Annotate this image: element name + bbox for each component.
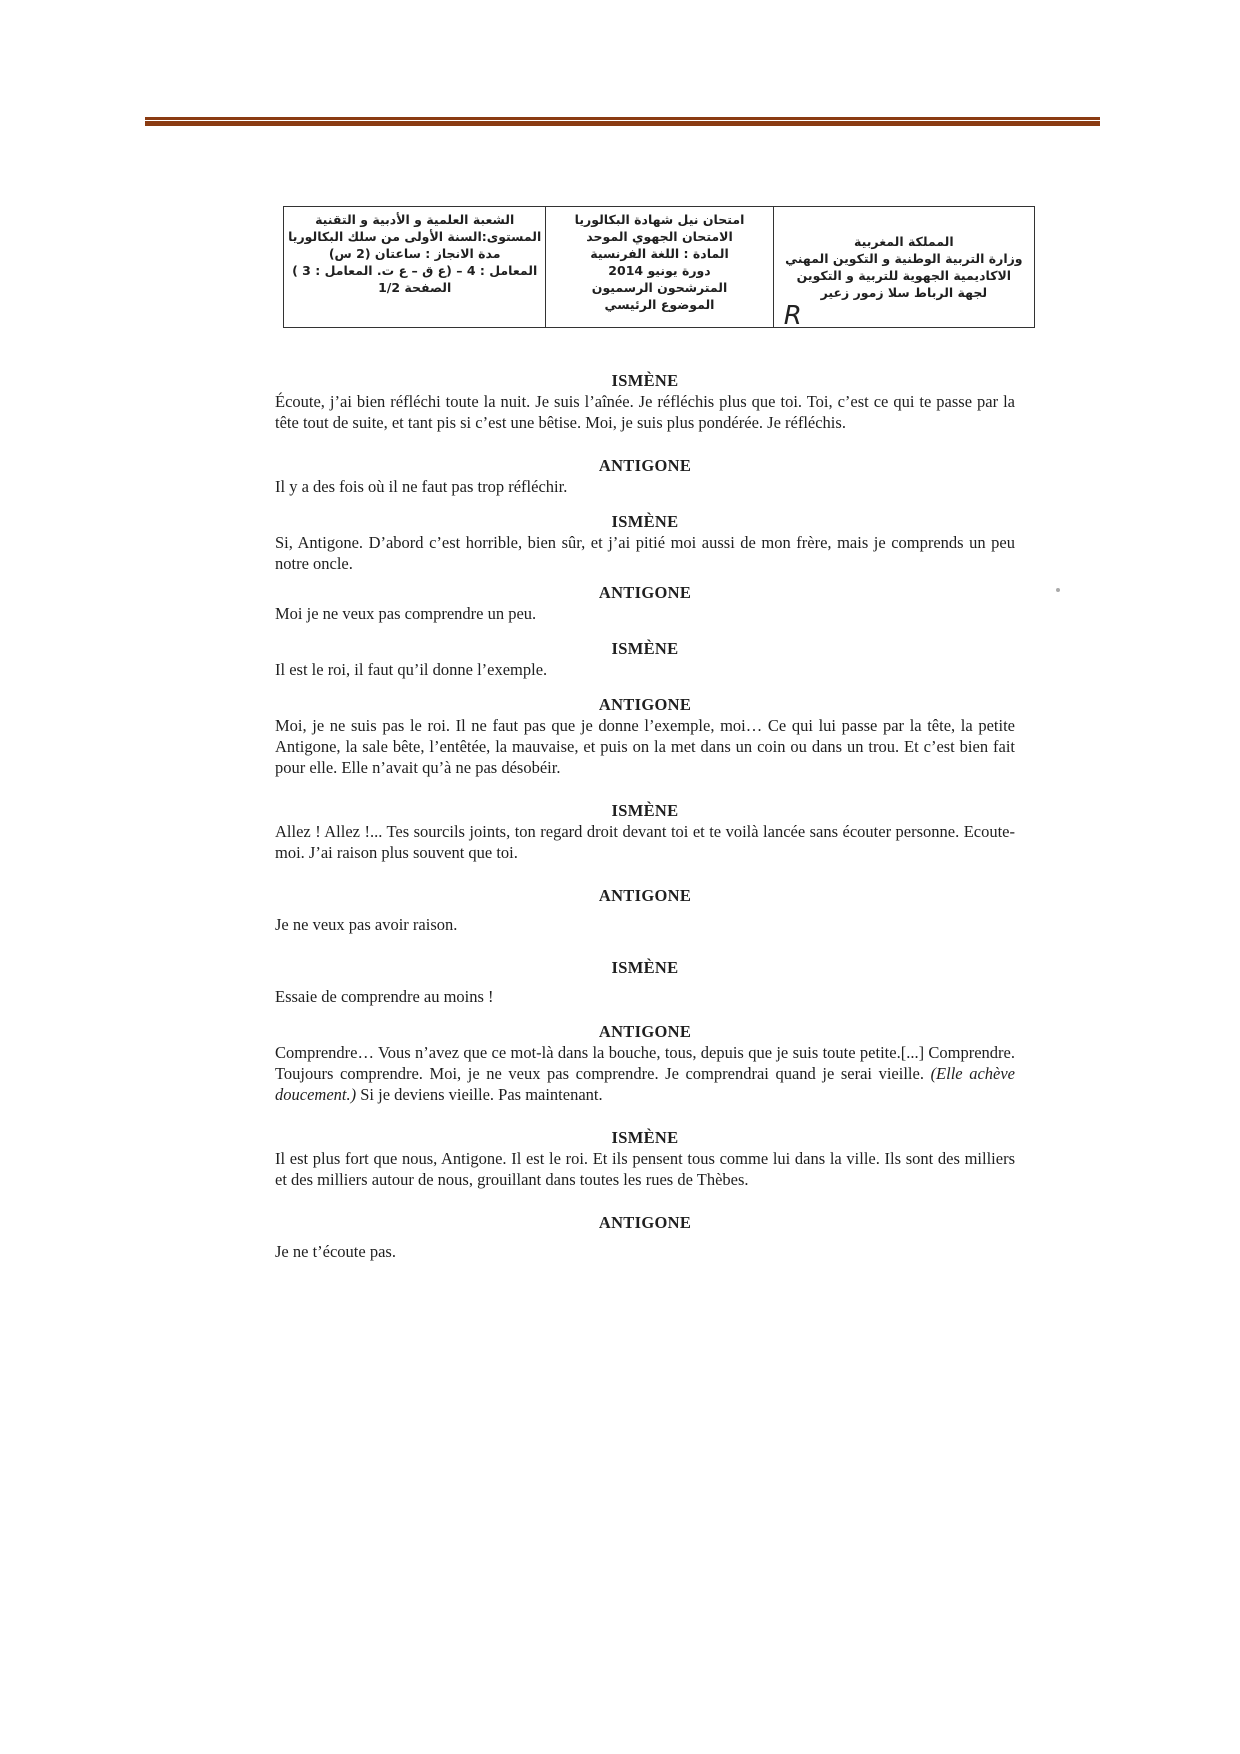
header-line: وزارة التربية الوطنية و التكوين المهني — [785, 251, 1023, 266]
header-exam-column — [545, 207, 772, 327]
speaker-name: ANTIGONE — [598, 1213, 692, 1232]
dialogue-line-end: Si je deviens vieille. Pas maintenant. — [360, 1085, 603, 1104]
speaker-name: ANTIGONE — [598, 583, 692, 602]
exam-header-table — [283, 206, 1035, 331]
header-line: الاكاديمية الجهوية للتربية و التكوين — [796, 268, 1012, 283]
dialogue-line: Moi je ne veux pas comprendre un peu. — [275, 604, 537, 623]
dialogue-line: Essaie de comprendre au moins ! — [275, 987, 494, 1006]
handwritten-initial: R — [783, 301, 802, 331]
speaker-name: ANTIGONE — [598, 456, 692, 475]
speaker-name: ANTIGONE — [598, 695, 692, 714]
dialogue-line: Il y a des fois où il ne faut pas trop réfléchir. — [275, 477, 568, 496]
dialogue-line: Allez ! Allez !... Tes sourcils joints, ton regard droit devant toi et te voilà lancée sans écouter personne. Ecoute-moi. J’ai raison plus souvent que toi. — [275, 822, 1015, 862]
dialogue-line — [275, 1042, 1015, 1105]
header-line: الامتحان الجهوي الموحد — [586, 229, 733, 244]
speaker-name: ISMÈNE — [611, 371, 679, 390]
header-line: المستوى:السنة الأولى من سلك البكالوريا — [288, 229, 542, 244]
header-line: الشعبة العلمية و الأدبية و التقنية — [315, 212, 515, 227]
stage-direction: (Elle achève doucement.) — [275, 1064, 1016, 1104]
scan-speck — [1056, 588, 1060, 592]
header-line: المملكة المغربية — [854, 234, 954, 249]
header-details-column — [284, 207, 545, 327]
dialogue-line: Je ne t’écoute pas. — [275, 1242, 396, 1261]
speaker-name: ISMÈNE — [611, 639, 679, 658]
header-line: المادة : اللغة الفرنسية — [590, 246, 729, 261]
dialogue-line: Moi, je ne suis pas le roi. Il ne faut pas que je donne l’exemple, moi… Ce qui lui passe par la tête, la petite Antigone, la sale bête, l’entêtée, la mauvaise, et puis on la met dans un coin ou dans un trou. Et c’est bien fait pour elle. Elle n’avait qu’à ne pas désobéir. — [275, 716, 1015, 777]
dialogue-line: Si, Antigone. D’abord c’est horrible, bien sûr, et j’ai pitié moi aussi de mon frère, mais je comprends un peu notre oncle. — [275, 533, 1015, 573]
dialogue-line-main: Comprendre… Vous n’avez que ce mot-là dans la bouche, tous, depuis que je suis toute petite.[...] Comprendre. Toujours comprendre. Moi, je ne veux pas comprendre. Je comprendrai quand je serai vieille. — [275, 1043, 1015, 1083]
speaker-name: ISMÈNE — [611, 801, 679, 820]
speaker-name: ISMÈNE — [611, 1128, 679, 1147]
dialogue-line: Je ne veux pas avoir raison. — [275, 915, 458, 934]
header-institution-column — [773, 207, 1034, 331]
top-decorative-rule — [145, 117, 1100, 126]
header-line: المعامل : 4 – (ع ق – ع ت. المعامل : 3 ) — [292, 263, 538, 278]
dialogue-line: Écoute, j’ai bien réfléchi toute la nuit. Je suis l’aînée. Je réfléchis plus que toi. Toi, c’est ce qui te passe par la tête tout de suite, et tant pis si c’est une bêtise. Moi, je suis plus pondérée. Je réfléchis. — [275, 392, 1015, 432]
header-line: المترشحون الرسميون — [591, 280, 728, 295]
dialogue-line: Il est plus fort que nous, Antigone. Il est le roi. Et ils pensent tous comme lui dans la ville. Ils sont des milliers et des milliers autour de nous, grouillant dans toutes les rues de Thèbes. — [275, 1149, 1015, 1189]
header-line: الموضوع الرئيسي — [604, 297, 715, 312]
speaker-name: ANTIGONE — [598, 1022, 692, 1041]
speaker-name: ISMÈNE — [611, 958, 679, 977]
dialogue-line: Il est le roi, il faut qu’il donne l’exemple. — [275, 660, 548, 679]
header-line: الصفحة 1/2 — [378, 280, 452, 295]
header-line: امتحان نيل شهادة البكالوريا — [574, 212, 745, 227]
header-line: لجهة الرباط سلا زمور زعير — [820, 285, 988, 300]
header-line: دورة يونيو 2014 — [608, 263, 711, 278]
header-line: مدة الانجاز : ساعتان (2 س) — [328, 246, 501, 261]
dialogue-text — [275, 370, 1015, 1262]
speaker-name: ISMÈNE — [611, 512, 679, 531]
speaker-name: ANTIGONE — [598, 886, 692, 905]
